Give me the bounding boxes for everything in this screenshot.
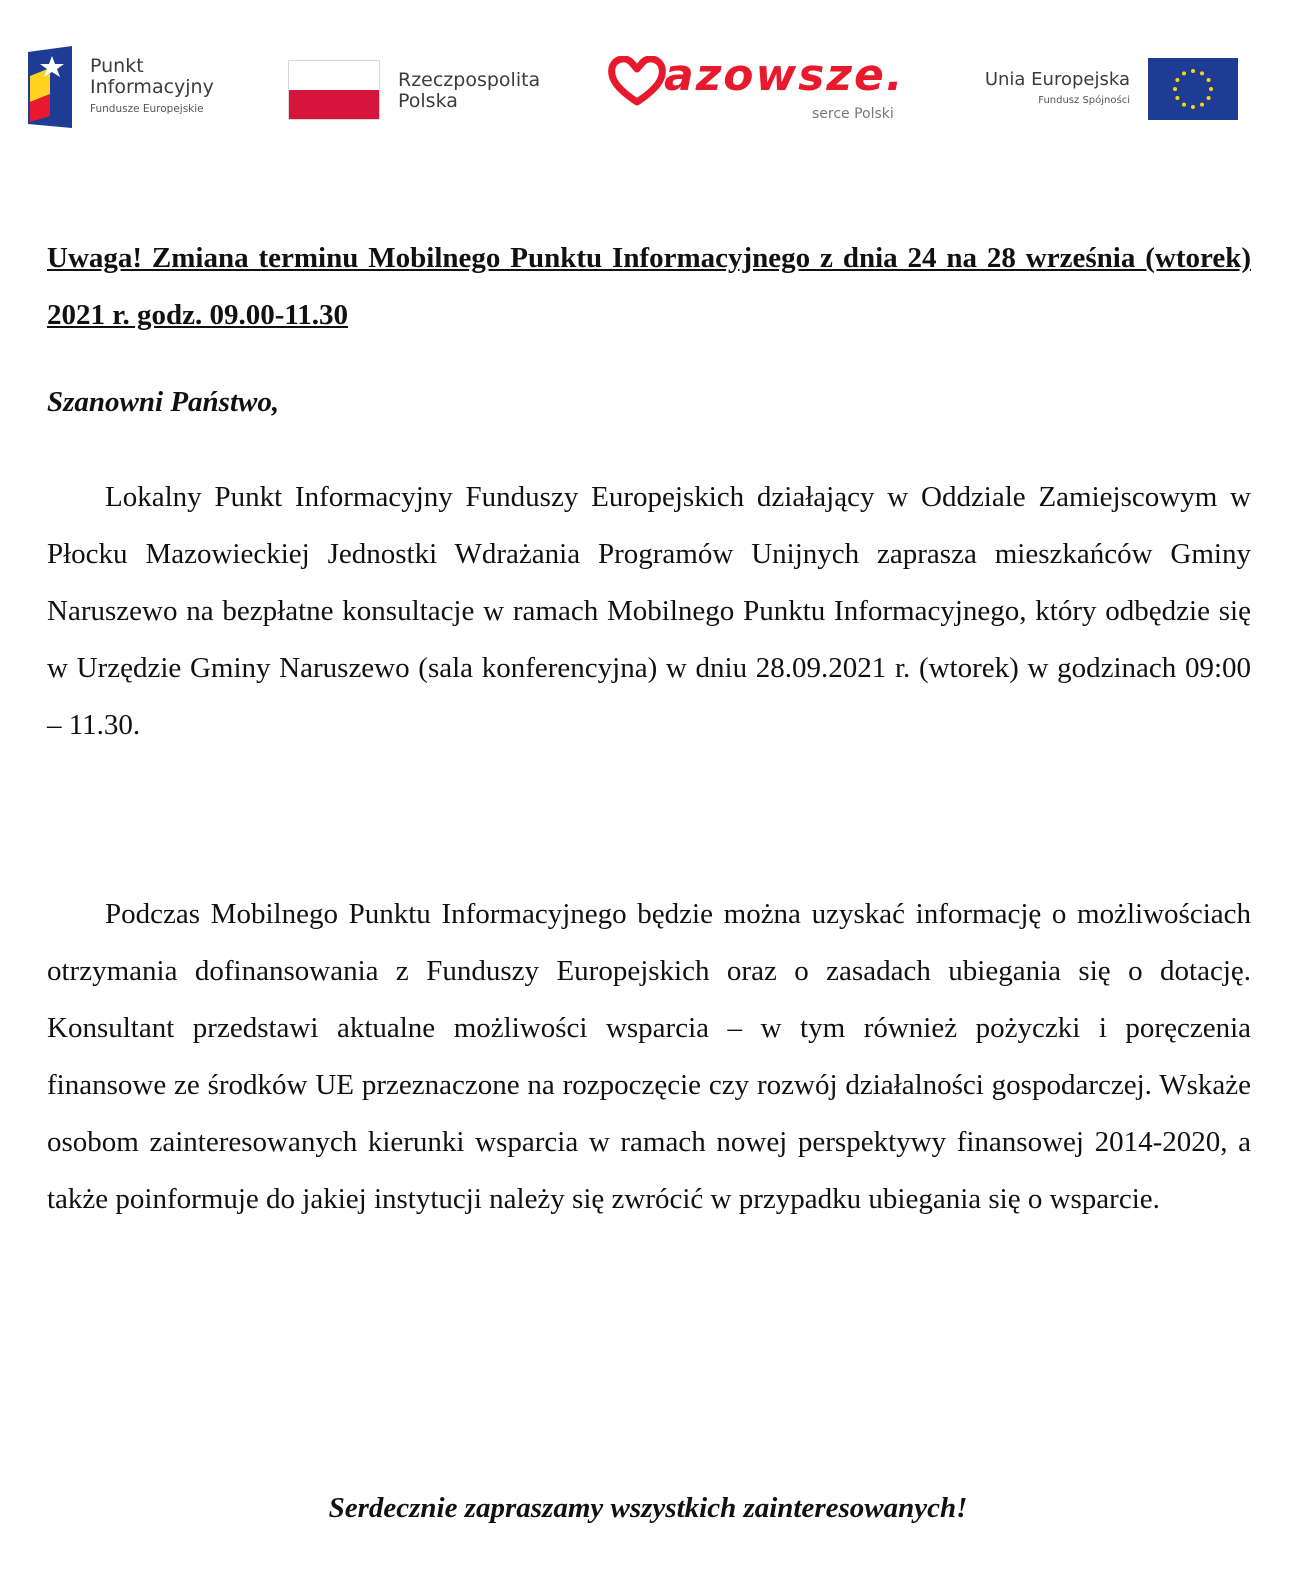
punkt-informacyjny-logo [28, 46, 248, 130]
logo-text-rzeczpospolita: Rzeczpospolita [398, 69, 541, 91]
closing-invitation: Serdecznie zapraszamy wszystkich zainteresowanych! [328, 1492, 968, 1524]
rzeczpospolita-polska-logo [288, 58, 568, 124]
paragraph-consultation-info: Lokalny Punkt Informacyjny Funduszy Europejskich działający w Oddziale Zamiejscowym w Płocku Mazowieckiej Jednostki Wdrażania Programów Unijnych zaprasza mieszkańców Gminy Naruszewo na bezpłatne konsultacje w ramach Mobilnego Punktu Informacyjnego, który odbędzie się w Urzędzie Gminy Naruszewo (sala konferencyjna) w dniu 28.09.2021 r. (wtorek) w godzinach 09:00 – 11.30. [47, 481, 1251, 741]
logo-text-serce-polski: serce Polski [812, 106, 894, 122]
logo-text-mazowsze: azowsze. [664, 50, 905, 101]
logo-bar [0, 0, 1312, 140]
document-body [47, 230, 1251, 1228]
logo-text-unia-europejska: Unia Europejska [984, 69, 1130, 90]
mazowsze-logo [606, 50, 926, 130]
logo-text-informacyjny: Informacyjny [90, 76, 214, 98]
unia-europejska-logo [968, 58, 1240, 124]
paragraph-consultation-details: Podczas Mobilnego Punktu Informacyjnego będzie można uzyskać informację o możliwościach otrzymania dofinansowania z Funduszy Europejskich oraz o zasadach ubiegania się o dotację. Konsultant przedstawi aktualne możliwości wsparcia – w tym również pożyczki i poręczenia finansowe ze środków UE przeznaczone na rozpoczęcie czy rozwój działalności gospodarczej. Wskaże osobom zainteresowanych kierunki wsparcia w ramach nowej perspektywy finansowej 2014-2020, a także poinformuje do jakiej instytucji należy się zwrócić w przypadku ubiegania się o wsparcie. [47, 898, 1251, 1215]
eu-flag-icon [1148, 58, 1238, 120]
heart-m-icon [608, 56, 666, 106]
polish-flag-icon [288, 60, 380, 120]
fundusze-europejskie-icon [28, 46, 74, 128]
announcement-headline: Uwaga! Zmiana terminu Mobilnego Punktu Informacyjnego z dnia 24 na 28 września (wtorek) 2021 r. godz. 09.00-11.30 [47, 242, 1251, 331]
greeting: Szanowni Państwo, [47, 386, 280, 418]
logo-text-fundusze: Fundusze Europejskie [90, 103, 204, 115]
logo-text-fundusz-spojnosci: Fundusz Spójności [1038, 95, 1130, 106]
logo-text-punkt: Punkt [90, 55, 144, 77]
logo-text-polska: Polska [398, 90, 458, 112]
